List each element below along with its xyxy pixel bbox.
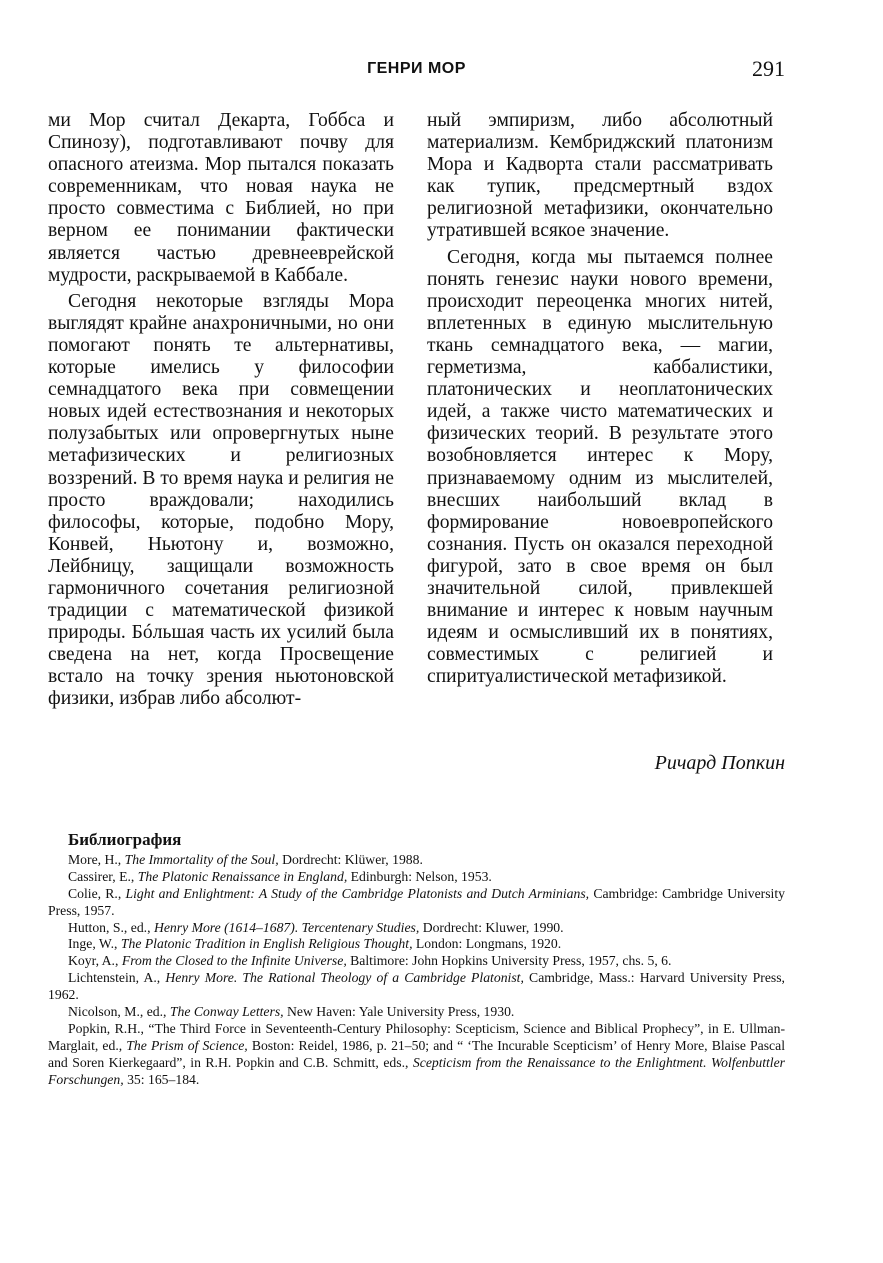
- paragraph: ми Мор считал Декарта, Гоббса и Спинозу), подготавливают почву для опасного атеизма. Мор пытался показать современникам, что новая наука не просто совместима с Библией, но при верном ее понимании фактически является частью древнееврейской мудрости, раскрываемой в Каббале.: [48, 110, 394, 286]
- running-title: ГЕНРИ МОР: [367, 60, 466, 77]
- bibliography-title: Библиография: [68, 830, 182, 849]
- entry-title: The Prism of Science,: [126, 1037, 248, 1053]
- author-signature: Ричард Попкин: [654, 752, 785, 774]
- bibliography-entry: [48, 953, 785, 970]
- paragraph: ный эмпиризм, либо абсолютный материализм. Кембриджский платонизм Мора и Кадворта стали рассматривать как тупик, предсмертный вздох религиозной метафизики, окончательно утратившей всякое значение.: [427, 110, 773, 242]
- bibliography-entry: [48, 886, 785, 920]
- entry-publication: Boston: Reidel, 1986, p. 21–50; and “ ‘The Incurable Scepticism’ of Henry More, Blaise Pascal and Soren Kierkegaard”, in R.H. Popkin and C.B. Schmitt, eds.,: [48, 1037, 785, 1070]
- running-header: [48, 56, 785, 90]
- entry-author: Popkin, R.H., “The Third Force in Seventeenth-Century Philosophy: Scepticism, Science and Biblical Prophecy”, in E. Ullman-Marglait, ed.,: [48, 1020, 785, 1053]
- bibliography: [48, 832, 785, 1089]
- entry-title: The Platonic Renaissance in England,: [137, 868, 348, 884]
- right-column: [427, 110, 773, 688]
- bibliography-entry: [48, 1021, 785, 1089]
- entry-author: Lichtenstein, A.,: [68, 970, 166, 986]
- entry-author: Colie, R.,: [68, 885, 126, 901]
- entry-publication: Edinburgh: Nelson, 1953.: [347, 868, 492, 884]
- entry-title: Scepticism from the Renaissance to the Enlightment. Wolfenbuttler Forschungen,: [48, 1054, 786, 1087]
- bibliography-entry: [48, 936, 785, 953]
- entry-author: Cassirer, E.,: [68, 868, 138, 884]
- entry-author: Nicolson, M., ed.,: [68, 1004, 170, 1020]
- bibliography-list: [48, 852, 785, 1089]
- entry-publication: Dordrecht: Klüwer, 1988.: [278, 851, 423, 867]
- bibliography-entry: [48, 970, 785, 1004]
- bibliography-entry: [48, 920, 785, 937]
- left-column: [48, 110, 394, 711]
- entry-title: The Platonic Tradition in English Religious Thought,: [120, 936, 413, 952]
- entry-publication: New Haven: Yale University Press, 1930.: [283, 1004, 515, 1020]
- entry-title: The Conway Letters,: [169, 1004, 284, 1020]
- paragraph: Сегодня, когда мы пытаемся полнее понять генезис науки нового времени, происходит переоценка многих нитей, вплетенных в единую мыслительную ткань семнадцатого века, — магии, герметизма, каббалистики, платонических и неоплатонических идей, а также чисто математических и физических теорий. В результате этого возобновляется интерес к Мору, признаваемому одним из мыслителей, внесших наибольший вклад в формирование новоевропейского сознания. Пусть он оказался переходной фигурой, зато в свое время он был значительной силой, привлекшей внимание и интерес к новым научным идеям и осмысливший их в понятиях, совместимых с религией и спиритуалистической метафизикой.: [427, 246, 773, 688]
- entry-title: Henry More (1614–1687). Tercentenary Studies,: [153, 919, 420, 935]
- entry-publication: Cambridge, Mass.: Harvard University Press, 1962.: [48, 970, 785, 1003]
- page-number: 291: [752, 56, 785, 81]
- entry-publication: Dordrecht: Kluwer, 1990.: [419, 919, 564, 935]
- entry-title: From the Closed to the Infinite Universe,: [121, 953, 347, 969]
- entry-author: Koyr, A.,: [68, 953, 122, 969]
- bibliography-entry: [48, 852, 785, 869]
- paragraph: Сегодня некоторые взгляды Мора выглядят крайне анахроничными, но они помогают понять те альтернативы, которые имелись у философии семнадцатого века при совмещении новых идей естествознания и некоторых полузабытых или опровергнутых ныне метафизических и религиозных воззрений. В то время наука и религия не просто враждовали; находились философы, которые, подобно Мору, Конвей, Ньютону и, возможно, Лейбницу, защищали возможность гармоничного сочетания религиозной традиции с математической физикой природы. Бóльшая часть их усилий была сведена на нет, когда Просвещение встало на точку зрения ньютоновской физики, избрав либо абсолют-: [48, 290, 394, 710]
- bibliography-entry: [48, 869, 785, 886]
- entry-publication: Baltimore: John Hopkins University Press, 1957, chs. 5, 6.: [346, 953, 672, 969]
- entry-title: Light and Enlightment: A Study of the Cambridge Platonists and Dutch Arminians,: [125, 885, 590, 901]
- entry-author: Hutton, S., ed.,: [68, 919, 154, 935]
- entry-publication: Cambridge: Cambridge University Press, 1957.: [48, 885, 785, 918]
- bibliography-entry: [48, 1004, 785, 1021]
- entry-publication: 35: 165–184.: [123, 1071, 200, 1087]
- entry-publication: London: Longmans, 1920.: [412, 936, 562, 952]
- entry-title: The Immortality of the Soul,: [124, 851, 279, 867]
- entry-title: Henry More. The Rational Theology of a Cambridge Platonist,: [165, 970, 524, 986]
- entry-author: More, H.,: [68, 851, 125, 867]
- entry-author: Inge, W.,: [68, 936, 121, 952]
